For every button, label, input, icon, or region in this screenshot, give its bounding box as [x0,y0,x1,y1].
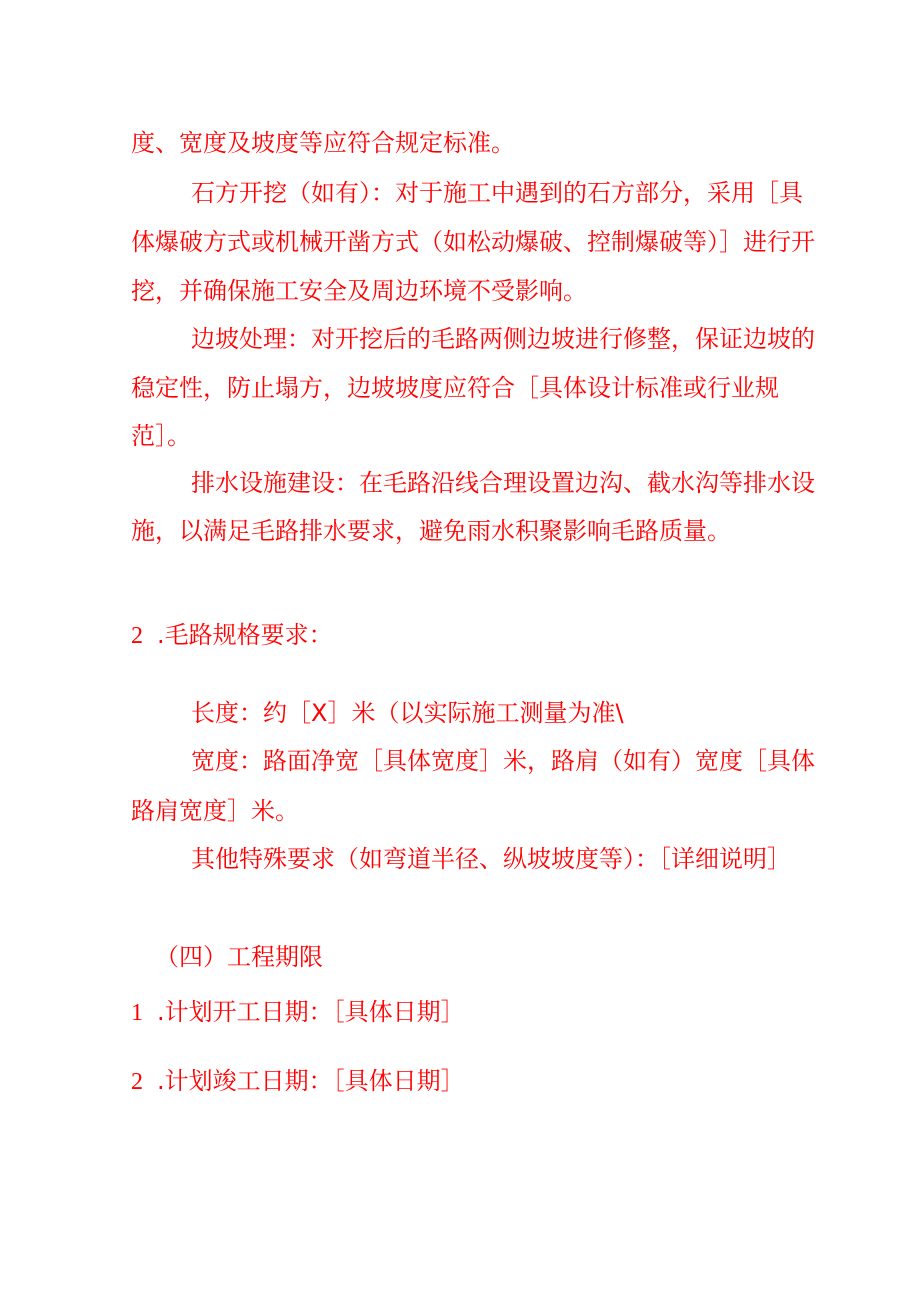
spec-heading-title: .毛路规格要求： [157,621,333,649]
other-requirements-line: 其他特殊要求（如弯道半径、纵坡坡度等）：［详细说明］ [191,845,791,873]
paragraph-continuation: 度、宽度及坡度等应符合规定标准。 [131,129,515,157]
drainage-line-2: 施，以满足毛路排水要求，避免雨水积聚影响毛路质量。 [131,517,731,545]
section-four-heading: （四）工程期限 [155,943,323,971]
start-date-label: .计划开工日期：［具体日期］ [157,998,465,1026]
slope-treatment-line-1: 边坡处理：对开挖后的毛路两侧边坡进行修整，保证边坡的 [191,325,815,353]
slope-treatment-line-2: 稳定性，防止塌方，边坡坡度应符合［具体设计标准或行业规 [131,374,779,402]
stone-excavation-line-1: 石方开挖（如有）：对于施工中遇到的石方部分，采用［具 [191,179,803,207]
end-date-label: .计划竣工日期：［具体日期］ [157,1067,465,1095]
width-line-1: 宽度：路面净宽［具体宽度］米，路肩（如有）宽度［具体 [191,747,815,775]
width-line-2: 路肩宽度］米。 [131,797,299,825]
end-date-number: 2 [131,1069,143,1095]
length-line: 长度：约［X］米（以实际施工测量为准\ [191,699,624,727]
drainage-line-1: 排水设施建设：在毛路沿线合理设置边沟、截水沟等排水设 [191,469,815,497]
spec-heading-number: 2 [131,623,143,649]
stone-excavation-line-2: 体爆破方式或机械开凿方式（如松动爆破、控制爆破等）］进行开 [131,228,815,256]
start-date-number: 1 [131,1000,143,1026]
stone-excavation-line-3: 挖，并确保施工安全及周边环境不受影响。 [131,277,587,305]
start-date-line [131,997,465,1028]
spec-heading [131,620,333,651]
end-date-line [131,1066,465,1097]
slope-treatment-line-3: 范］。 [131,422,191,450]
